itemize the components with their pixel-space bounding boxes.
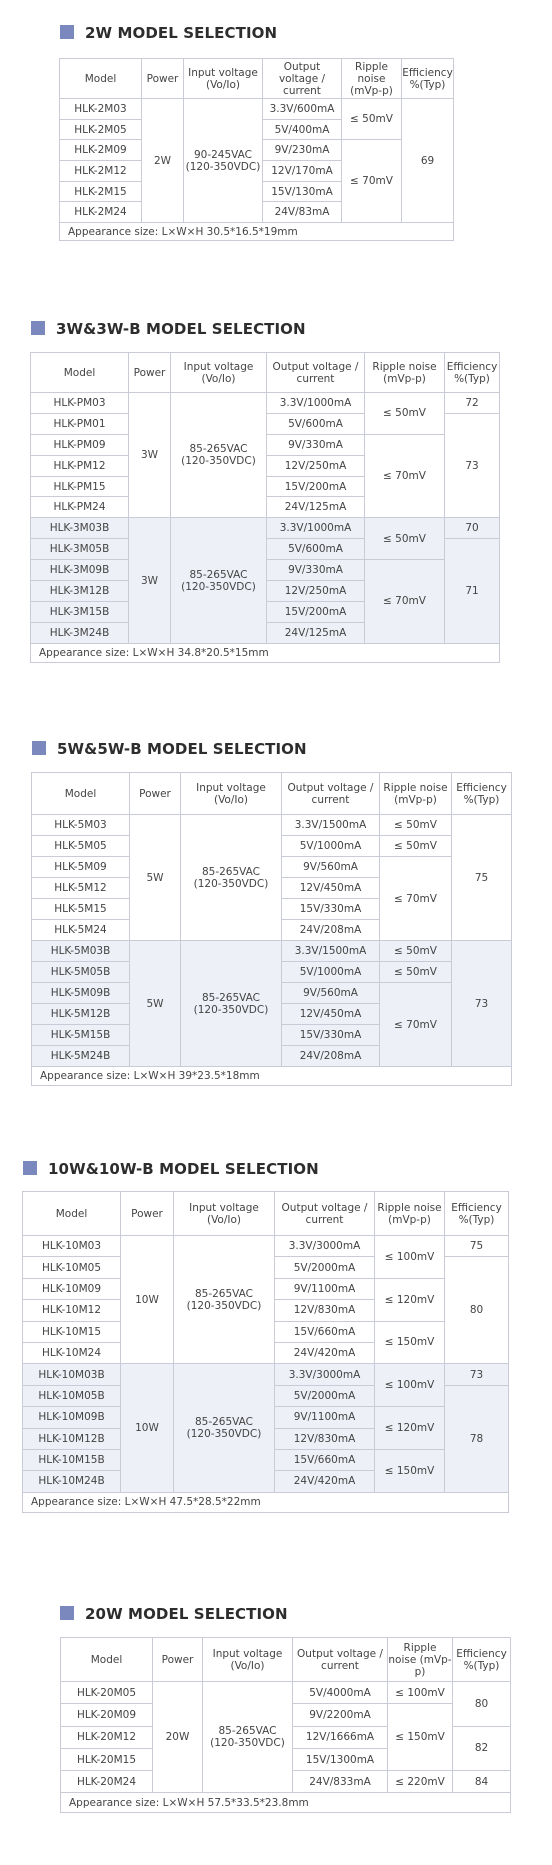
- model-cell: HLK-5M03B: [32, 941, 130, 962]
- power-cell: 5W: [130, 815, 181, 941]
- ripple-cell: ≤ 100mV: [388, 1682, 453, 1704]
- ripple-cell: ≤ 50mV: [342, 99, 402, 140]
- efficiency-cell: 69: [402, 99, 454, 223]
- output-cell: 5V/400mA: [263, 119, 342, 140]
- output-cell: 5V/2000mA: [275, 1257, 375, 1278]
- model-cell: HLK-2M09: [60, 140, 142, 161]
- power-cell: 20W: [153, 1682, 203, 1793]
- output-cell: 3.3V/3000mA: [275, 1364, 375, 1385]
- power-cell: 3W: [129, 393, 171, 518]
- output-cell: 15V/1300mA: [293, 1748, 388, 1770]
- output-cell: 12V/450mA: [282, 878, 380, 899]
- input-voltage-cell: 85-265VAC (120-350VDC): [203, 1682, 293, 1793]
- efficiency-cell: 82: [453, 1726, 511, 1771]
- header-eff: Efficiency %(Typ): [445, 353, 500, 393]
- model-cell: HLK-20M09: [61, 1704, 153, 1726]
- appearance-size: Appearance size: L×W×H 47.5*28.5*22mm: [23, 1492, 509, 1512]
- ripple-cell: ≤ 100mV: [375, 1364, 445, 1407]
- output-cell: 12V/830mA: [275, 1300, 375, 1321]
- output-cell: 24V/833mA: [293, 1771, 388, 1793]
- output-cell: 24V/125mA: [267, 622, 365, 643]
- output-cell: 3.3V/1000mA: [267, 518, 365, 539]
- model-cell: HLK-3M12B: [31, 581, 129, 602]
- model-cell: HLK-2M03: [60, 99, 142, 120]
- output-cell: 24V/208mA: [282, 920, 380, 941]
- ripple-cell: ≤ 150mV: [375, 1321, 445, 1364]
- model-selection-table: [22, 1191, 509, 1513]
- power-cell: 5W: [130, 941, 181, 1067]
- model-cell: HLK-10M09: [23, 1278, 121, 1299]
- efficiency-cell: 70: [445, 518, 500, 539]
- output-cell: 3.3V/600mA: [263, 99, 342, 120]
- input-voltage-cell: 85-265VAC (120-350VDC): [171, 518, 267, 643]
- efficiency-cell: 73: [445, 413, 500, 517]
- model-cell: HLK-PM12: [31, 455, 129, 476]
- model-cell: HLK-2M12: [60, 161, 142, 182]
- model-selection-table: [59, 58, 454, 241]
- output-cell: 15V/200mA: [267, 601, 365, 622]
- model-cell: HLK-PM03: [31, 393, 129, 414]
- model-cell: HLK-3M24B: [31, 622, 129, 643]
- appearance-row: [31, 643, 500, 662]
- model-cell: HLK-5M24B: [32, 1046, 130, 1067]
- model-cell: HLK-3M05B: [31, 539, 129, 560]
- section-marker-icon: [31, 321, 45, 335]
- output-cell: 24V/420mA: [275, 1342, 375, 1363]
- ripple-cell: ≤ 50mV: [380, 962, 452, 983]
- model-cell: HLK-5M05: [32, 836, 130, 857]
- model-cell: HLK-PM15: [31, 476, 129, 497]
- ripple-cell: ≤ 120mV: [375, 1407, 445, 1450]
- output-cell: 15V/330mA: [282, 1025, 380, 1046]
- output-cell: 12V/170mA: [263, 161, 342, 182]
- header-ripple: Ripple noise (mVp-p): [342, 59, 402, 99]
- efficiency-cell: 75: [445, 1236, 509, 1257]
- header-output: Output voltage / current: [263, 59, 342, 99]
- header-model: Model: [31, 353, 129, 393]
- ripple-cell: ≤ 50mV: [365, 393, 445, 435]
- section-title: [31, 320, 306, 338]
- table-row: [23, 1236, 509, 1257]
- section-title-text: 10W&10W-B MODEL SELECTION: [48, 1160, 319, 1178]
- model-cell: HLK-2M05: [60, 119, 142, 140]
- model-cell: HLK-5M05B: [32, 962, 130, 983]
- header-input: Input voltage (Vo/Io): [181, 773, 282, 815]
- output-cell: 12V/450mA: [282, 1004, 380, 1025]
- efficiency-cell: 80: [453, 1682, 511, 1727]
- output-cell: 3.3V/1000mA: [267, 393, 365, 414]
- header-output: Output voltage / current: [293, 1638, 388, 1682]
- output-cell: 12V/250mA: [267, 581, 365, 602]
- header-eff: Efficiency %(Typ): [445, 1192, 509, 1236]
- section-marker-icon: [60, 1606, 74, 1620]
- input-voltage-cell: 85-265VAC (120-350VDC): [174, 1236, 275, 1364]
- section-title: [23, 1160, 319, 1178]
- model-cell: HLK-5M12: [32, 878, 130, 899]
- section-title: [60, 24, 277, 42]
- header-power: Power: [153, 1638, 203, 1682]
- input-voltage-cell: 85-265VAC (120-350VDC): [181, 815, 282, 941]
- ripple-cell: ≤ 70mV: [342, 140, 402, 223]
- model-cell: HLK-10M03: [23, 1236, 121, 1257]
- ripple-cell: ≤ 50mV: [380, 815, 452, 836]
- header-input: Input voltage (Vo/Io): [184, 59, 263, 99]
- model-cell: HLK-5M09B: [32, 983, 130, 1004]
- appearance-row: [23, 1492, 509, 1512]
- output-cell: 9V/560mA: [282, 857, 380, 878]
- ripple-cell: ≤ 70mV: [380, 857, 452, 941]
- model-cell: HLK-20M05: [61, 1682, 153, 1704]
- model-cell: HLK-PM24: [31, 497, 129, 518]
- output-cell: 12V/250mA: [267, 455, 365, 476]
- output-cell: 24V/83mA: [263, 202, 342, 223]
- output-cell: 15V/660mA: [275, 1449, 375, 1470]
- ripple-cell: ≤ 150mV: [388, 1704, 453, 1771]
- output-cell: 15V/130mA: [263, 181, 342, 202]
- model-cell: HLK-5M15: [32, 899, 130, 920]
- output-cell: 3.3V/3000mA: [275, 1236, 375, 1257]
- model-selection-table: [31, 772, 512, 1086]
- model-cell: HLK-2M24: [60, 202, 142, 223]
- header-ripple: Ripple noise (mVp-p): [375, 1192, 445, 1236]
- table-header-row: [31, 353, 500, 393]
- model-cell: HLK-10M15B: [23, 1449, 121, 1470]
- header-eff: Efficiency %(Typ): [453, 1638, 511, 1682]
- output-cell: 3.3V/1500mA: [282, 815, 380, 836]
- header-eff: Efficiency %(Typ): [402, 59, 454, 99]
- table-header-row: [61, 1638, 511, 1682]
- ripple-cell: ≤ 70mV: [380, 983, 452, 1067]
- header-power: Power: [129, 353, 171, 393]
- model-cell: HLK-PM01: [31, 413, 129, 434]
- ripple-cell: ≤ 120mV: [375, 1278, 445, 1321]
- output-cell: 9V/330mA: [267, 560, 365, 581]
- appearance-row: [32, 1067, 512, 1086]
- table-header-row: [60, 59, 454, 99]
- appearance-size: Appearance size: L×W×H 30.5*16.5*19mm: [60, 223, 454, 241]
- header-ripple: Ripple noise (mVp-p): [365, 353, 445, 393]
- power-cell: 2W: [142, 99, 184, 223]
- appearance-size: Appearance size: L×W×H 34.8*20.5*15mm: [31, 643, 500, 662]
- efficiency-cell: 84: [453, 1771, 511, 1793]
- efficiency-cell: 75: [452, 815, 512, 941]
- table-row: [31, 393, 500, 414]
- model-cell: HLK-5M09: [32, 857, 130, 878]
- header-model: Model: [61, 1638, 153, 1682]
- efficiency-cell: 78: [445, 1385, 509, 1492]
- ripple-cell: ≤ 50mV: [365, 518, 445, 560]
- output-cell: 24V/208mA: [282, 1046, 380, 1067]
- efficiency-cell: 73: [452, 941, 512, 1067]
- model-cell: HLK-10M15: [23, 1321, 121, 1342]
- table-header-row: [23, 1192, 509, 1236]
- output-cell: 15V/200mA: [267, 476, 365, 497]
- output-cell: 15V/660mA: [275, 1321, 375, 1342]
- model-cell: HLK-10M05B: [23, 1385, 121, 1406]
- power-cell: 10W: [121, 1236, 174, 1364]
- appearance-size: Appearance size: L×W×H 39*23.5*18mm: [32, 1067, 512, 1086]
- header-output: Output voltage / current: [267, 353, 365, 393]
- output-cell: 5V/4000mA: [293, 1682, 388, 1704]
- efficiency-cell: 71: [445, 539, 500, 643]
- model-cell: HLK-3M03B: [31, 518, 129, 539]
- section-marker-icon: [23, 1161, 37, 1175]
- output-cell: 5V/600mA: [267, 413, 365, 434]
- section-marker-icon: [32, 741, 46, 755]
- header-power: Power: [142, 59, 184, 99]
- model-cell: HLK-5M24: [32, 920, 130, 941]
- header-input: Input voltage (Vo/Io): [203, 1638, 293, 1682]
- model-cell: HLK-20M24: [61, 1771, 153, 1793]
- header-input: Input voltage (Vo/Io): [174, 1192, 275, 1236]
- model-selection-table: [30, 352, 500, 663]
- ripple-cell: ≤ 70mV: [365, 560, 445, 644]
- header-model: Model: [60, 59, 142, 99]
- header-ripple: Ripple noise (mVp-p): [388, 1638, 453, 1682]
- output-cell: 5V/600mA: [267, 539, 365, 560]
- table-row: [60, 99, 454, 120]
- table-row: [32, 941, 512, 962]
- model-cell: HLK-PM09: [31, 434, 129, 455]
- efficiency-cell: 72: [445, 393, 500, 414]
- model-cell: HLK-5M12B: [32, 1004, 130, 1025]
- efficiency-cell: 73: [445, 1364, 509, 1385]
- output-cell: 9V/230mA: [263, 140, 342, 161]
- section-title-text: 3W&3W-B MODEL SELECTION: [56, 320, 306, 338]
- ripple-cell: ≤ 100mV: [375, 1236, 445, 1279]
- output-cell: 24V/420mA: [275, 1471, 375, 1492]
- output-cell: 5V/1000mA: [282, 836, 380, 857]
- power-cell: 3W: [129, 518, 171, 643]
- input-voltage-cell: 85-265VAC (120-350VDC): [171, 393, 267, 518]
- power-cell: 10W: [121, 1364, 174, 1492]
- output-cell: 12V/1666mA: [293, 1726, 388, 1748]
- section-title-text: 2W MODEL SELECTION: [85, 24, 278, 42]
- model-cell: HLK-20M12: [61, 1726, 153, 1748]
- header-output: Output voltage / current: [275, 1192, 375, 1236]
- model-cell: HLK-3M09B: [31, 560, 129, 581]
- output-cell: 9V/560mA: [282, 983, 380, 1004]
- model-cell: HLK-10M12B: [23, 1428, 121, 1449]
- header-output: Output voltage / current: [282, 773, 380, 815]
- model-cell: HLK-2M15: [60, 181, 142, 202]
- model-cell: HLK-10M24B: [23, 1471, 121, 1492]
- output-cell: 12V/830mA: [275, 1428, 375, 1449]
- section-title-text: 20W MODEL SELECTION: [85, 1605, 288, 1623]
- section-title-text: 5W&5W-B MODEL SELECTION: [57, 740, 307, 758]
- model-cell: HLK-10M05: [23, 1257, 121, 1278]
- model-cell: HLK-10M12: [23, 1300, 121, 1321]
- appearance-size: Appearance size: L×W×H 57.5*33.5*23.8mm: [61, 1793, 511, 1813]
- section-title: [60, 1605, 288, 1623]
- header-eff: Efficiency %(Typ): [452, 773, 512, 815]
- ripple-cell: ≤ 50mV: [380, 836, 452, 857]
- output-cell: 5V/2000mA: [275, 1385, 375, 1406]
- output-cell: 15V/330mA: [282, 899, 380, 920]
- section-title: [32, 740, 307, 758]
- model-cell: HLK-3M15B: [31, 601, 129, 622]
- table-header-row: [32, 773, 512, 815]
- input-voltage-cell: 90-245VAC (120-350VDC): [184, 99, 263, 223]
- model-selection-table: [60, 1637, 511, 1813]
- ripple-cell: ≤ 220mV: [388, 1771, 453, 1793]
- header-input: Input voltage (Vo/Io): [171, 353, 267, 393]
- appearance-row: [60, 223, 454, 241]
- output-cell: 9V/1100mA: [275, 1407, 375, 1428]
- input-voltage-cell: 85-265VAC (120-350VDC): [181, 941, 282, 1067]
- appearance-row: [61, 1793, 511, 1813]
- header-power: Power: [121, 1192, 174, 1236]
- header-model: Model: [23, 1192, 121, 1236]
- output-cell: 9V/1100mA: [275, 1278, 375, 1299]
- efficiency-cell: 80: [445, 1257, 509, 1364]
- header-power: Power: [130, 773, 181, 815]
- output-cell: 3.3V/1500mA: [282, 941, 380, 962]
- ripple-cell: ≤ 150mV: [375, 1449, 445, 1492]
- model-cell: HLK-10M09B: [23, 1407, 121, 1428]
- ripple-cell: ≤ 50mV: [380, 941, 452, 962]
- section-marker-icon: [60, 25, 74, 39]
- output-cell: 9V/2200mA: [293, 1704, 388, 1726]
- model-cell: HLK-5M03: [32, 815, 130, 836]
- output-cell: 5V/1000mA: [282, 962, 380, 983]
- table-row: [31, 518, 500, 539]
- model-cell: HLK-5M15B: [32, 1025, 130, 1046]
- output-cell: 9V/330mA: [267, 434, 365, 455]
- header-model: Model: [32, 773, 130, 815]
- table-row: [32, 815, 512, 836]
- ripple-cell: ≤ 70mV: [365, 434, 445, 518]
- input-voltage-cell: 85-265VAC (120-350VDC): [174, 1364, 275, 1492]
- output-cell: 24V/125mA: [267, 497, 365, 518]
- model-cell: HLK-20M15: [61, 1748, 153, 1770]
- table-row: [23, 1364, 509, 1385]
- model-cell: HLK-10M03B: [23, 1364, 121, 1385]
- model-cell: HLK-10M24: [23, 1342, 121, 1363]
- table-row: [61, 1682, 511, 1704]
- header-ripple: Ripple noise (mVp-p): [380, 773, 452, 815]
